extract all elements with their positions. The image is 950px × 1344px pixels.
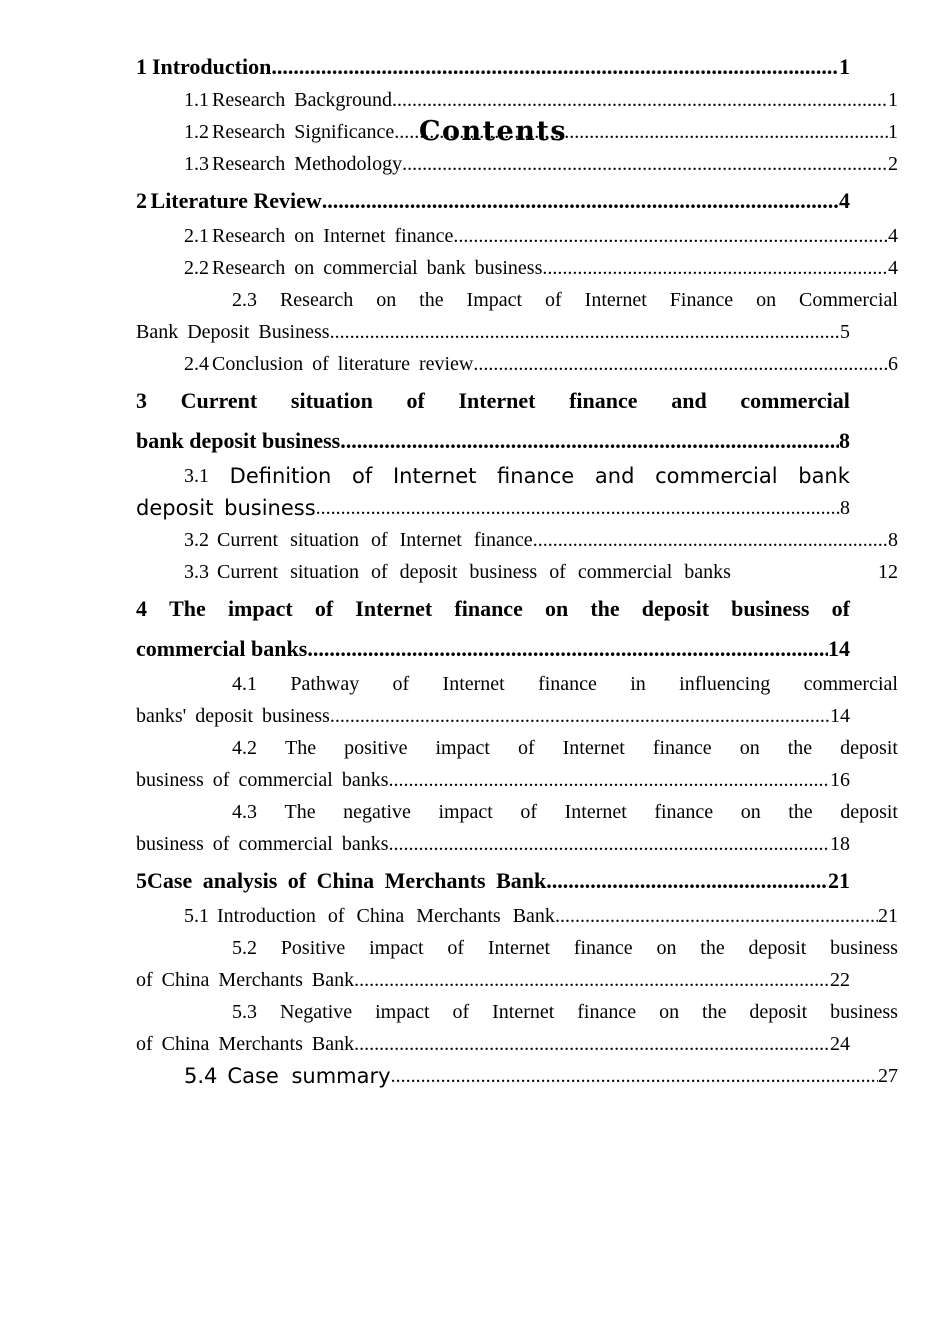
entry-word: deposit [840,801,898,823]
entry-number: 5.3 [232,1001,257,1023]
page-number: 21 [828,868,850,893]
entry-word: negative [343,801,411,823]
dot-leader [542,257,888,280]
entry-word: Internet [487,937,550,959]
entry-word: of [447,937,464,959]
toc-entry-5-4[interactable] [136,1060,898,1088]
page-number: 8 [840,497,850,519]
entry-word: of [831,596,850,621]
page-number: 4 [839,188,850,213]
entry-title: of China Merchants Bank [136,969,355,991]
entry-title: Research on commercial bank business [212,257,543,279]
entry-number: 1.2 [184,121,209,143]
entry-word: The [169,596,206,621]
entry-word: Internet [564,801,627,823]
entry-word: impact [375,1001,430,1023]
page-number: 27 [878,1065,898,1087]
entry-word: of [545,289,562,311]
entry-word: commercial [740,388,850,413]
entry-word: impact [435,737,490,759]
page-number: 8 [839,428,850,453]
page-number: 12 [878,561,898,583]
page-number: 4 [888,257,898,279]
entry-word: in [630,673,646,695]
entry-word: commercial [655,464,778,488]
entry-word: of [406,388,425,413]
dot-leader [389,833,831,856]
entry-title: Current situation of deposit business of commercial banks [217,561,731,583]
page-number: 18 [830,833,850,855]
toc-entry-4-1-line2[interactable] [136,702,850,728]
entry-word: Internet [442,673,505,695]
entry-title: banks' deposit business [136,705,330,727]
toc-entry-2-3-line1[interactable] [184,286,898,312]
entry-word: finance [652,737,712,759]
entry-word: the [590,596,620,621]
toc-entry-5-3-line1[interactable] [184,998,898,1024]
entry-word: and [594,464,635,488]
dot-leader [394,121,888,144]
entry-word: the [700,937,725,959]
entry-number: 2.1 [184,225,209,247]
entry-word: Finance [669,289,734,311]
entry-title: Case summary [227,1064,391,1088]
entry-title: Research on Internet finance [212,225,454,247]
entry-number: 2 [136,188,147,213]
toc-entry-4-1-line1[interactable] [184,670,898,696]
entry-word: finance [654,801,714,823]
page-number: 16 [830,769,850,791]
entry-number: 3 [136,388,147,413]
toc-entry-4-2-line2[interactable] [136,766,850,792]
toc-entry-4-3-line1[interactable] [184,798,898,824]
entry-word: Internet [492,1001,555,1023]
entry-word: deposit [748,937,807,959]
toc-entry-5-1[interactable] [136,902,898,928]
dot-leader [322,188,839,214]
entry-word: on [376,289,397,311]
page-number: 4 [888,225,898,247]
entry-title: Literature Review [150,188,322,213]
toc-entry-4-line1[interactable] [136,592,850,622]
entry-word: of [314,596,334,621]
entry-title: bank deposit business [136,428,341,453]
entry-word: of [520,801,538,823]
entry-title: deposit business [136,496,316,520]
entry-word: finance [569,388,638,413]
entry-word: influencing [679,673,771,695]
page-number: 14 [828,636,850,661]
entry-word: Commercial [799,289,898,311]
page-number: 8 [888,529,898,551]
entry-word: on [544,596,569,621]
toc-entry-1[interactable] [136,50,850,80]
dot-leader [340,428,839,454]
entry-word: of [352,464,373,488]
entry-word: Positive [280,937,346,959]
dot-leader [354,1033,830,1056]
page-number: 1 [888,89,898,111]
page-number: 22 [830,969,850,991]
entry-number: 3.1 [184,465,209,487]
entry-number: 1 [136,54,147,79]
entry-number: 5.2 [232,937,257,959]
entry-word: business [731,596,810,621]
entry-word: of [392,673,410,695]
entry-word: Internet [392,464,477,488]
toc-entry-4-line2[interactable] [136,632,850,662]
entry-title: Current situation of Internet finance [217,529,533,551]
toc-entry-2-4[interactable] [136,350,898,376]
entry-word: on [659,1001,680,1023]
dot-leader [389,769,831,792]
toc-entry-4-2-line1[interactable] [184,734,898,760]
dot-leader [391,1065,878,1088]
entry-word: on [739,737,760,759]
entry-title: of China Merchants Bank [136,1033,355,1055]
entry-number: 4 [136,596,147,621]
toc-entry-5-2-line1[interactable] [184,934,898,960]
entry-word: of [452,1001,470,1023]
entry-title: Introduction of China Merchants Bank [217,905,555,927]
entry-word: Pathway [290,673,360,695]
entry-word: the [702,1001,727,1023]
entry-word: the [419,289,444,311]
toc-entry-3-line1[interactable] [136,384,850,414]
entry-word: positive [344,737,408,759]
entry-word: bank [798,464,850,488]
toc-entry-1-3[interactable] [136,150,898,176]
entry-title: business of commercial banks [136,769,389,791]
entry-word: on [740,801,761,823]
entry-number: 4.1 [232,673,257,695]
entry-word: Internet [584,289,647,311]
entry-title: Bank Deposit Business [136,321,330,343]
page-number: 1 [839,54,850,79]
entry-word: Internet [458,388,536,413]
entry-title: business of commercial banks [136,833,389,855]
entry-number: 2.3 [232,289,257,311]
entry-word: Internet [355,596,433,621]
entry-number: 2.2 [184,257,209,279]
entry-word: Internet [562,737,625,759]
entry-word: impact [227,596,293,621]
page-title: Contents [418,116,568,147]
entry-word: The [285,737,317,759]
entry-title: commercial banks [136,636,308,661]
entry-word: finance [497,464,575,488]
entry-title: Case analysis of China Merchants Bank [147,868,547,893]
entry-title: Research Significance [212,121,395,143]
page-number: 5 [840,321,850,343]
dot-leader [330,705,830,728]
entry-word: impact [438,801,493,823]
toc-entry-4-3-line2[interactable] [136,830,850,856]
entry-word: situation [290,388,373,413]
toc-entry-3-3[interactable] [136,558,898,584]
toc-entry-5-2-line2[interactable] [136,966,850,992]
page-number: 14 [830,705,850,727]
entry-word: the [787,737,813,759]
entry-word: Impact [466,289,523,311]
dot-leader [533,529,888,552]
toc-entry-2-1[interactable] [136,222,898,248]
toc-entry-2-3-line2[interactable] [136,318,850,344]
entry-word: deposit [840,737,898,759]
toc-entry-2-2[interactable] [136,254,898,280]
entry-word: on [656,937,677,959]
page-number: 24 [830,1033,850,1055]
dot-leader [555,905,878,928]
toc-entry-3-line2[interactable] [136,424,850,454]
page-number: 1 [888,121,898,143]
dot-leader [316,497,840,520]
entry-number: 5 [136,868,147,893]
dot-leader [307,636,828,662]
entry-title: Introduction [151,54,272,79]
dot-leader [473,353,888,376]
entry-number: 5.1 [184,905,209,927]
entry-number: 3.3 [184,561,209,583]
entry-title: Research Background [212,89,393,111]
entry-word: on [756,289,777,311]
toc-entry-3-2[interactable] [136,526,898,552]
entry-word: finance [573,937,633,959]
entry-word: and [671,388,707,413]
entry-word: impact [369,937,424,959]
entry-word: deposit [641,596,710,621]
dot-leader [392,89,888,112]
entry-word: Definition [229,464,332,488]
entry-word: business [830,1001,898,1023]
entry-word: business [830,937,898,959]
entry-word: Negative [279,1001,353,1023]
entry-number: 4.3 [232,801,257,823]
entry-word: of [517,737,535,759]
entry-word: commercial [803,673,898,695]
page-number: 6 [888,353,898,375]
entry-number: 2.4 [184,353,209,375]
toc-entry-5-3-line2[interactable] [136,1030,850,1056]
entry-word: The [284,801,316,823]
dot-leader [453,225,888,248]
entry-title: Conclusion of literature review [212,353,474,375]
dot-leader [330,321,840,344]
entry-word: Current [180,388,258,413]
entry-title: Research Methodology [212,153,403,175]
entry-word: deposit [749,1001,808,1023]
page-number: 2 [888,153,898,175]
entry-number: 1.3 [184,153,209,175]
toc-entry-2[interactable] [136,184,850,214]
dot-leader [546,868,828,894]
toc-entry-3-1-line1[interactable] [184,460,850,488]
toc-entry-1-1[interactable] [136,86,898,112]
entry-number: 5.4 [184,1064,218,1088]
entry-word: finance [454,596,523,621]
toc-entry-5[interactable] [136,864,850,894]
entry-word: Research [279,289,354,311]
entry-number: 4.2 [232,737,257,759]
entry-word: finance [538,673,597,695]
dot-leader [354,969,830,992]
entry-word: the [788,801,813,823]
entry-word: finance [577,1001,637,1023]
toc-entry-3-1-line2[interactable] [136,492,850,520]
toc-entry-1-2[interactable] [136,118,898,144]
page-number: 21 [878,905,898,927]
dot-leader [402,153,888,176]
entry-number: 3.2 [184,529,209,551]
entry-number: 1.1 [184,89,209,111]
dot-leader [271,54,839,80]
